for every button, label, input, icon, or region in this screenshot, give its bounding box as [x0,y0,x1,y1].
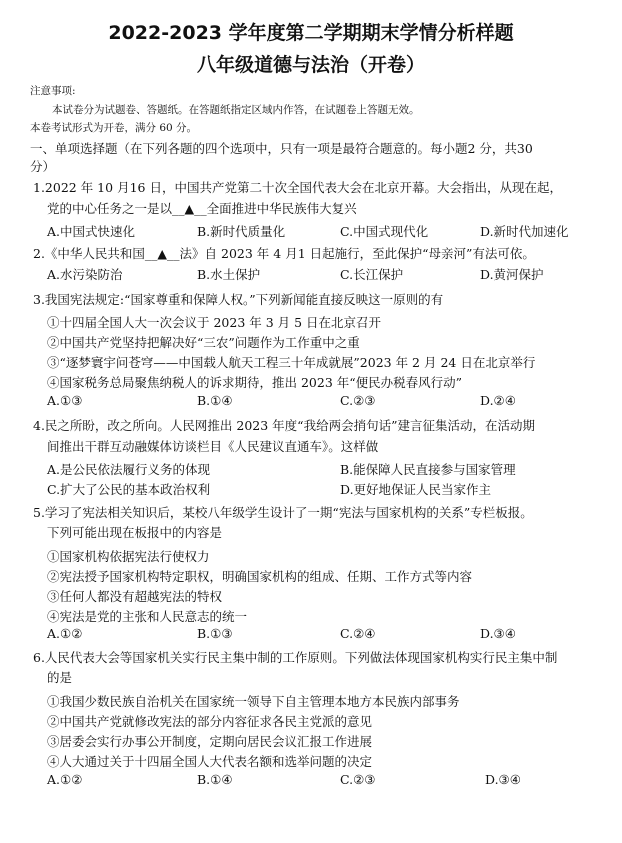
question-1-stem-cont: 党的中心任务之一是以__▲__全面推进中华民族伟大复兴 [47,201,357,216]
notice-heading: 注意事项: [30,85,76,97]
question-5-item-1: ①国家机构依据宪法行使权力 [47,549,210,564]
notice-line-1: 本试卷分为试题卷、答题纸。在答题纸指定区域内作答，在试题卷上答题无效。 [52,104,420,116]
question-6-item-1: ①我国少数民族自治机关在国家统一领导下自主管理本地方本民族内部事务 [47,694,460,709]
question-6-item-4: ④人大通过关于十四届全国人大代表名额和选举问题的决定 [47,754,373,769]
section-instruction: 一、单项选择题（在下列各题的四个选项中，只有一项是最符合题意的。每小题2 分，共30 [30,141,533,156]
question-5-stem: 5.学习了宪法相关知识后，某校八年级学生设计了一期“宪法与国家机构的关系”专栏板报。 [33,505,533,520]
question-4-option-d[interactable]: D.更好地保证人民当家作主 [340,482,492,497]
question-2-option-b[interactable]: B.水土保护 [197,267,261,282]
question-2-option-c[interactable]: C.长江保护 [340,267,404,282]
exam-title: 2022-2023 学年度第二学期期末学情分析样题 [108,22,514,44]
question-4-stem: 4.民之所盼，改之所向。人民网推出 2023 年度“我给两会捎句话”建言征集活动，在活动期 [33,418,535,433]
question-3-option-c[interactable]: C.②③ [340,393,376,408]
exam-subtitle: 八年级道德与法治（开卷） [196,54,425,76]
question-6-option-a[interactable]: A.①② [47,772,83,787]
question-2-option-a[interactable]: A.水污染防治 [47,267,123,282]
question-1-option-a[interactable]: A.中国式快速化 [47,224,136,239]
question-1-option-d[interactable]: D.新时代加速化 [480,224,569,239]
question-3-option-a[interactable]: A.①③ [47,393,83,408]
question-3-option-b[interactable]: B.①④ [197,393,233,408]
question-1-option-c[interactable]: C.中国式现代化 [340,224,429,239]
question-4-stem-cont: 间推出干群互动融媒体访谈栏目《人民建议直通车》。这样做 [47,439,379,454]
question-5-item-4: ④宪法是党的主张和人民意志的统一 [47,609,248,624]
section-instruction-cont: 分） [30,159,56,174]
question-5-option-c[interactable]: C.②④ [340,626,376,641]
question-5-option-a[interactable]: A.①② [47,626,83,641]
question-6-option-d[interactable]: D.③④ [485,772,521,787]
question-6-option-c[interactable]: C.②③ [340,772,376,787]
question-4-option-c[interactable]: C.扩大了公民的基本政治权利 [47,482,211,497]
question-4-option-b[interactable]: B.能保障人民直接参与国家管理 [340,462,516,477]
question-1-stem: 1.2022 年 10 月16 日，中国共产党第二十次全国代表大会在北京开幕。大会指出，从现在起， [33,180,562,195]
question-6-option-b[interactable]: B.①④ [197,772,233,787]
question-6-item-3: ③居委会实行办事公开制度，定期向居民会议汇报工作进展 [47,734,373,749]
question-3-item-4: ④国家税务总局聚焦纳税人的诉求期待，推出 2023 年“便民办税春风行动” [47,375,463,390]
question-6-item-2: ②中国共产党就修改宪法的部分内容征求各民主党派的意见 [47,714,373,729]
question-5-item-3: ③任何人都没有超越宪法的特权 [47,589,223,604]
question-5-option-b[interactable]: B.①③ [197,626,233,641]
question-3-option-d[interactable]: D.②④ [480,393,516,408]
question-6-stem: 6.人民代表大会等国家机关实行民主集中制的工作原则。下列做法体现国家机构实行民主集中制 [33,650,558,665]
question-5-option-d[interactable]: D.③④ [480,626,516,641]
question-3-stem: 3.我国宪法规定:“国家尊重和保障人权。”下列新闻能直接反映这一原则的有 [33,292,444,307]
question-3-item-2: ②中国共产党坚持把解决好“三农”问题作为工作重中之重 [47,335,360,350]
question-2-option-d[interactable]: D.黄河保护 [480,267,544,282]
question-5-item-2: ②宪法授予国家机构特定职权，明确国家机构的组成、任期、工作方式等内容 [47,569,473,584]
question-3-item-3: ③“逐梦寰宇问苍穹——中国载人航天工程三十年成就展”2023 年 2 月 24 日在北京举行 [47,355,536,370]
question-1-option-b[interactable]: B.新时代质量化 [197,224,286,239]
question-4-option-a[interactable]: A.是公民依法履行义务的体现 [47,462,211,477]
question-3-item-1: ①十四届全国人大一次会议于 2023 年 3 月 5 日在北京召开 [47,315,382,330]
question-5-stem-cont: 下列可能出现在板报中的内容是 [47,525,223,540]
question-2-stem: 2.《中华人民共和国__▲__法》自 2023 年 4 月1 日起施行，至此保护“母亲河”有法可依。 [33,246,535,261]
notice-line-2: 本卷考试形式为开卷，满分 60 分。 [30,122,198,134]
question-6-stem-cont: 的是 [47,670,73,685]
